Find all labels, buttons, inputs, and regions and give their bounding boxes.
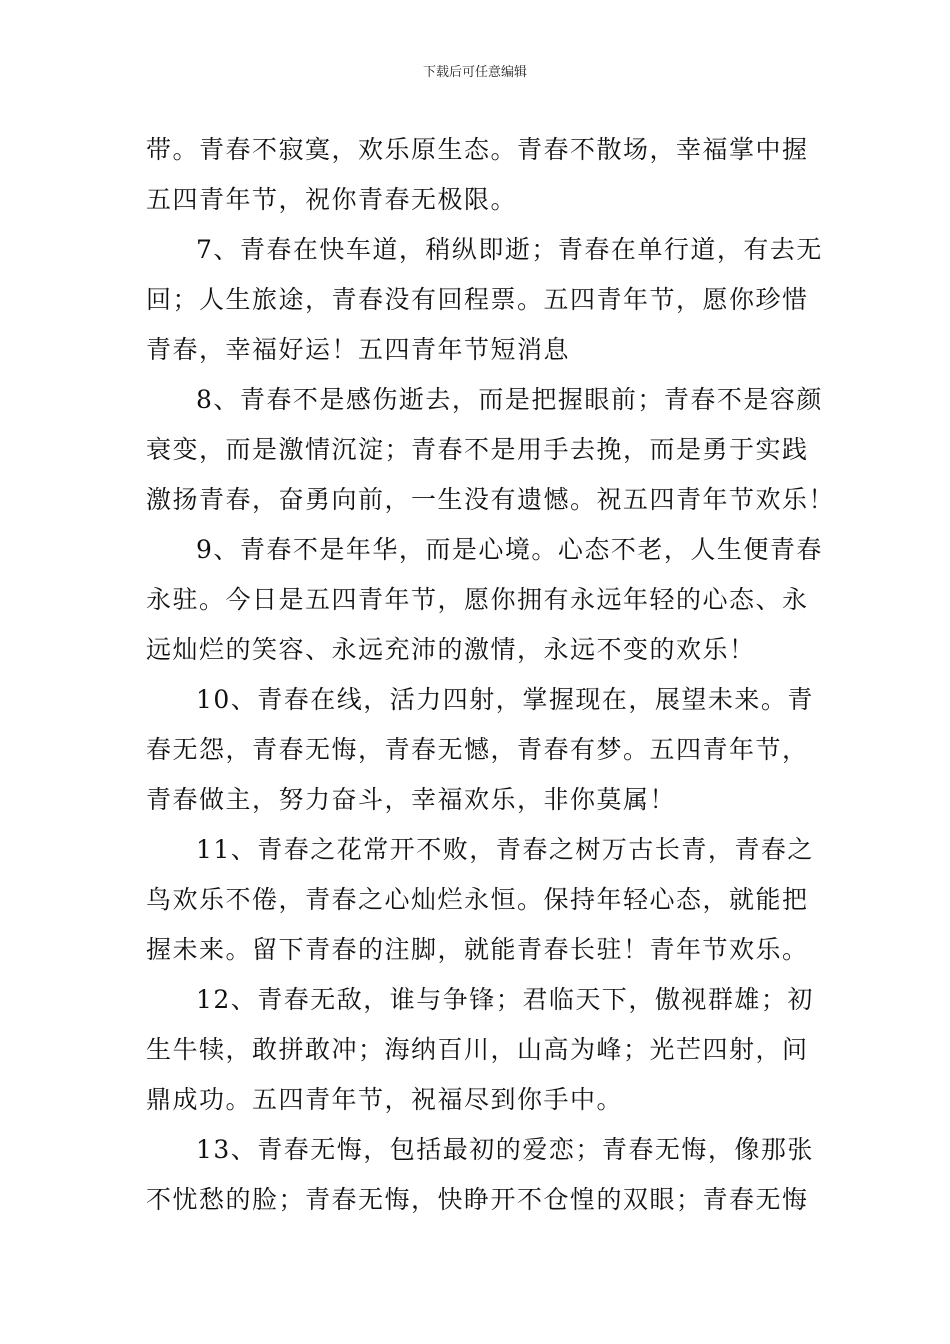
text-line: 带。青春不寂寞，欢乐原生态。青春不散场，幸福掌中握 bbox=[146, 135, 809, 164]
text-line: 远灿烂的笑容、永远充沛的激情，永远不变的欢乐！ bbox=[146, 635, 756, 664]
text-line: 衰变，而是激情沉淀；青春不是用手去挽，而是勇于实践 bbox=[146, 435, 809, 464]
text-line: 激扬青春，奋勇向前，一生没有遗憾。祝五四青年节欢乐！ bbox=[146, 485, 836, 514]
paragraph-start-8: 8、青春不是感伤逝去，而是把握眼前；青春不是容颜 bbox=[196, 385, 823, 414]
text-line: 春无怨，青春无悔，青春无憾，青春有梦。五四青年节， bbox=[146, 735, 809, 764]
page-header: 下载后可任意编辑 bbox=[422, 65, 527, 80]
paragraph-start-9: 9、青春不是年华，而是心境。心态不老，人生便青春 bbox=[196, 535, 823, 564]
text-line: 不忧愁的脸；青春无悔，快睁开不仓惶的双眼；青春无悔 bbox=[146, 1185, 809, 1214]
paragraph-start-11: 11、青春之花常开不败，青春之树万古长青，青春之 bbox=[196, 835, 814, 864]
paragraph-start-10: 10、青春在线，活力四射，掌握现在，展望未来。青 bbox=[196, 685, 814, 714]
text-line: 五四青年节，祝你青春无极限。 bbox=[146, 185, 518, 214]
text-line: 鸟欢乐不倦，青春之心灿烂永恒。保持年轻心态，就能把 bbox=[146, 885, 809, 914]
text-line: 回；人生旅途，青春没有回程票。五四青年节，愿你珍惜 bbox=[146, 285, 809, 314]
paragraph-start-12: 12、青春无敌，谁与争锋；君临天下，傲视群雄；初 bbox=[196, 985, 814, 1014]
text-line: 永驻。今日是五四青年节，愿你拥有永远年轻的心态、永 bbox=[146, 585, 809, 614]
text-line: 青春，幸福好运！五四青年节短消息 bbox=[146, 335, 571, 364]
document-body bbox=[146, 125, 836, 1225]
paragraph-start-7: 7、青春在快车道，稍纵即逝；青春在单行道，有去无 bbox=[196, 235, 823, 264]
text-line: 鼎成功。五四青年节，祝福尽到你手中。 bbox=[146, 1085, 624, 1114]
text-line: 握未来。留下青春的注脚，就能青春长驻！青年节欢乐。 bbox=[146, 935, 809, 964]
text-line: 青春做主，努力奋斗，幸福欢乐，非你莫属！ bbox=[146, 785, 677, 814]
text-line: 生牛犊，敢拼敢冲；海纳百川，山高为峰；光芒四射，问 bbox=[146, 1035, 809, 1064]
paragraph-start-13: 13、青春无悔，包括最初的爱恋；青春无悔，像那张 bbox=[196, 1135, 814, 1164]
